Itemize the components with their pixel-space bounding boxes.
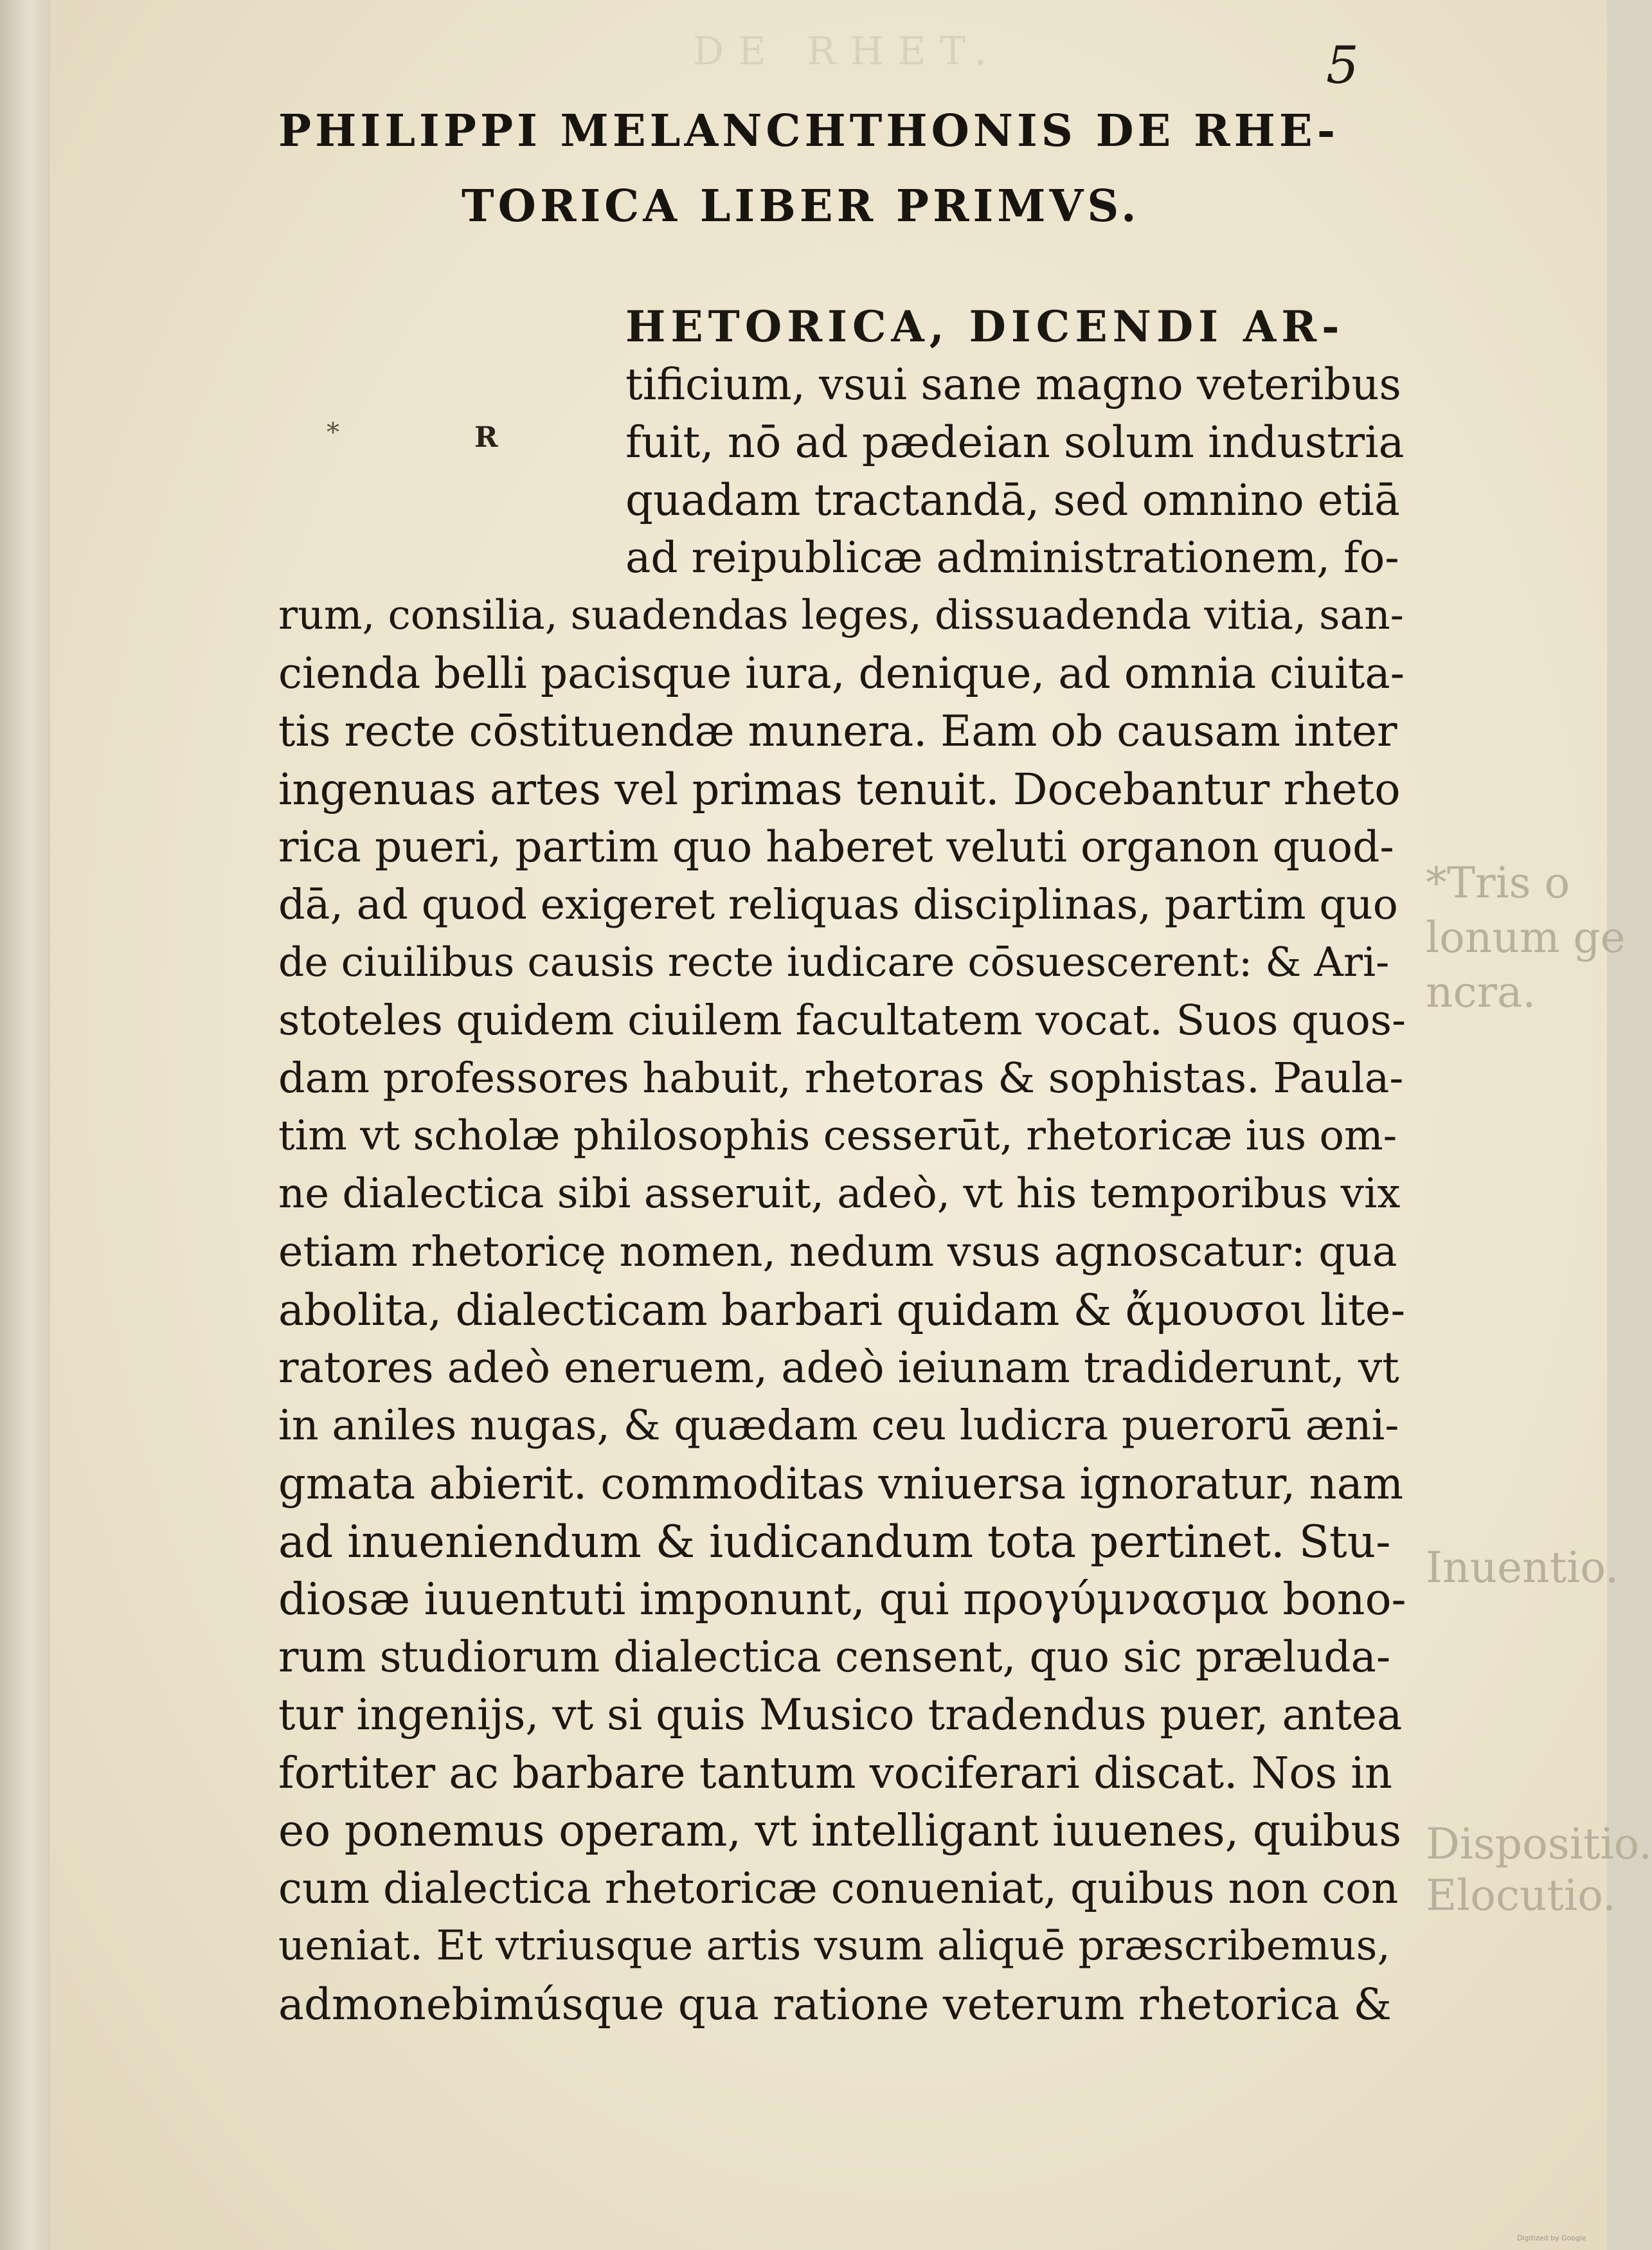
text-line: gmata abierit. commoditas vniuersa ignoratur, nam (278, 1459, 1404, 1509)
text-line: eo ponemus operam, vt intelligant iuuenes, quibus (278, 1806, 1402, 1857)
text-line: quadam tractandā, sed omnino etiā (625, 475, 1400, 525)
text-line: de ciuilibus causis recte iudicare cōsuescerent: & Ari- (278, 939, 1390, 986)
text-line: ratores adeò eneruem, adeò ieiunam tradiderunt, vt (278, 1343, 1399, 1392)
text-line: fuit, nō ad pædeian solum industria (625, 417, 1405, 467)
text-line: ne dialectica sibi asseruit, adeò, vt his temporibus vix (278, 1170, 1401, 1218)
text-line: tificium, vsui sane magno veteribus (625, 359, 1401, 410)
book-binding-edge (0, 0, 50, 2250)
bleed-through-note: *Tris o (1426, 858, 1570, 908)
text-line: HETORICA, DICENDI AR- (625, 302, 1345, 352)
page-title-line-2: TORICA LIBER PRIMVS. (462, 181, 1140, 232)
bleed-through-note: Inuentio. (1426, 1543, 1619, 1592)
text-line: etiam rhetoricę nomen, nedum vsus agnoscatur: qua (278, 1228, 1397, 1276)
text-line: tis recte cōstituendæ munera. Eam ob causam inter (278, 706, 1397, 756)
text-line: rica pueri, partim quo haberet veluti organon quod- (278, 822, 1394, 872)
drop-initial: R (474, 421, 498, 454)
text-line: cienda belli pacisque iura, denique, ad omnia ciuita- (278, 649, 1405, 698)
text-line: in aniles nugas, & quædam ceu ludicra puerorū æni- (278, 1401, 1399, 1450)
bleed-through-header: DE RHET. (693, 29, 1001, 74)
page-title-line-1: PHILIPPI MELANCHTHONIS DE RHE- (278, 105, 1340, 157)
page-number: 5 (1326, 35, 1359, 95)
margin-asterisk-icon: * (327, 418, 339, 447)
text-line: fortiter ac barbare tantum vociferari discat. Nos in (278, 1748, 1393, 1798)
bleed-through-note: Elocutio. (1426, 1871, 1616, 1920)
bleed-through-note: ncra. (1426, 968, 1536, 1017)
text-line: admonebimúsque qua ratione veterum rhetorica & (278, 1979, 1392, 2030)
text-line: dam professores habuit, rhetoras & sophistas. Paula- (278, 1054, 1404, 1102)
text-line: diosæ iuuentuti imponunt, qui προγύμνασμα bono- (278, 1574, 1406, 1625)
text-line: ad reipublicæ administrationem, fo- (625, 533, 1399, 582)
text-line: rum, consilia, suadendas leges, dissuadenda vitia, san- (278, 591, 1404, 638)
digitization-watermark: Digitized by Google (1517, 2234, 1586, 2242)
book-page (50, 0, 1652, 2250)
text-line: ingenuas artes vel primas tenuit. Docebantur rheto (278, 764, 1401, 815)
text-line: abolita, dialecticam barbari quidam & ἄμουσοι lite- (278, 1285, 1406, 1335)
text-line: stoteles quidem ciuilem facultatem vocat. Suos quos- (278, 996, 1406, 1045)
bleed-through-note: lonum ge (1426, 913, 1626, 962)
text-line: ueniat. Et vtriusque artis vsum aliquē præscribemus, (278, 1922, 1390, 1970)
text-line: ad inueniendum & iudicandum tota pertinet. Stu- (278, 1516, 1391, 1568)
text-line: cum dialectica rhetoricæ conueniat, quibus non con (278, 1864, 1399, 1913)
text-line: tur ingenijs, vt si quis Musico tradendus puer, antea (278, 1690, 1403, 1740)
text-line: dā, ad quod exigeret reliquas disciplinas, partim quo (278, 881, 1398, 929)
text-line: rum studiorum dialectica censent, quo sic præluda- (278, 1632, 1391, 1682)
text-line: tim vt scholæ philosophis cesserūt, rhetoricæ ius om- (278, 1112, 1397, 1160)
bleed-through-note: Dispositio. (1426, 1819, 1652, 1869)
